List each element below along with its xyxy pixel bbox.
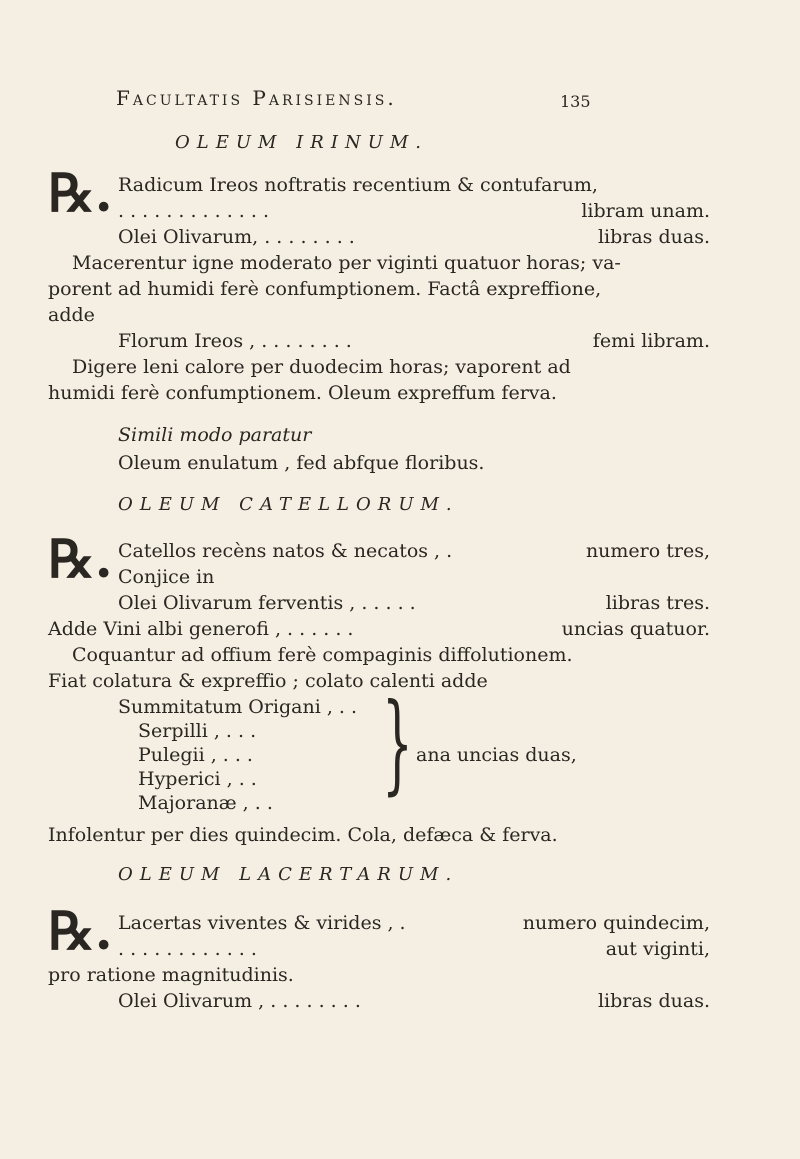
recipe-line: porent ad humidi ferè confumptionem. Factâ expreffione, [48,278,602,300]
recipe-line: . . . . . . . . . . . . . [118,200,269,222]
herb-line: Hyperici , . . [138,768,257,790]
recipe-quantity: numero quindecim, [522,912,710,934]
section-title-irinum: OLEUM IRINUM. [175,132,429,153]
recipe-line: Catellos recèns natos & necatos , . [118,540,453,562]
recipe-line: Fiat colatura & expreffio ; colato calenti adde [48,670,488,692]
recipe-line: pro ratione magnitudinis. [48,964,294,986]
recipe-line: Adde Vini albi generofi , . . . . . . [48,618,354,640]
recipe-line: Lacertas viventes & virides , . [118,912,406,934]
section-title-catellorum: OLEUM CATELLORUM. [118,494,459,515]
recipe-quantity: libras duas. [597,990,710,1012]
recipe-quantity: libram unam. [581,200,710,222]
recipe-quantity: aut viginti, [605,938,710,960]
section-title-lacertarum: OLEUM LACERTARUM. [118,864,459,885]
recipe-line: adde [48,304,95,326]
rx-symbol: ℞. [48,529,113,590]
running-title: Facultatis Parisiensis. [116,86,397,110]
recipe-line: Conjice in [118,566,215,588]
herb-line: Pulegii , . . . [138,744,253,766]
recipe-quantity: numero tres, [585,540,710,562]
herb-line: Majoranæ , . . [138,792,273,814]
brace: } [382,681,413,806]
recipe-quantity: uncias quatuor. [561,618,710,640]
rx-symbol: ℞. [48,163,113,224]
recipe-line: Radicum Ireos noftratis recentium & contufarum, [118,174,598,196]
herb-line: Summitatum Origani , . . [118,696,358,718]
recipe-line: humidi ferè confumptionem. Oleum expreffum ferva. [48,382,557,404]
recipe-line: Florum Ireos , . . . . . . . . [118,330,352,352]
recipe-line: Infolentur per dies quindecim. Cola, defæca & ferva. [48,824,558,846]
herb-line: Serpilli , . . . [138,720,257,742]
note-italic: Simili modo paratur [118,424,312,446]
recipe-quantity: libras tres. [605,592,710,614]
page-number: 135 [560,92,591,111]
recipe-line: Digere leni calore per duodecim horas; vaporent ad [72,356,571,378]
recipe-line: Olei Olivarum , . . . . . . . . [118,990,361,1012]
rx-symbol: ℞. [48,901,113,962]
herbs-dose: ana uncias duas, [416,744,577,766]
note-line: Oleum enulatum , fed abfque floribus. [118,452,485,474]
recipe-line: Coquantur ad offium ferè compaginis diffolutionem. [72,644,573,666]
recipe-line: Olei Olivarum ferventis , . . . . . [118,592,416,614]
recipe-line: Olei Olivarum, . . . . . . . . [118,226,355,248]
recipe-line: Macerentur igne moderato per viginti quatuor horas; va- [72,252,621,274]
recipe-line: . . . . . . . . . . . . [118,938,257,960]
recipe-quantity: libras duas. [597,226,710,248]
recipe-quantity: femi libram. [592,330,710,352]
